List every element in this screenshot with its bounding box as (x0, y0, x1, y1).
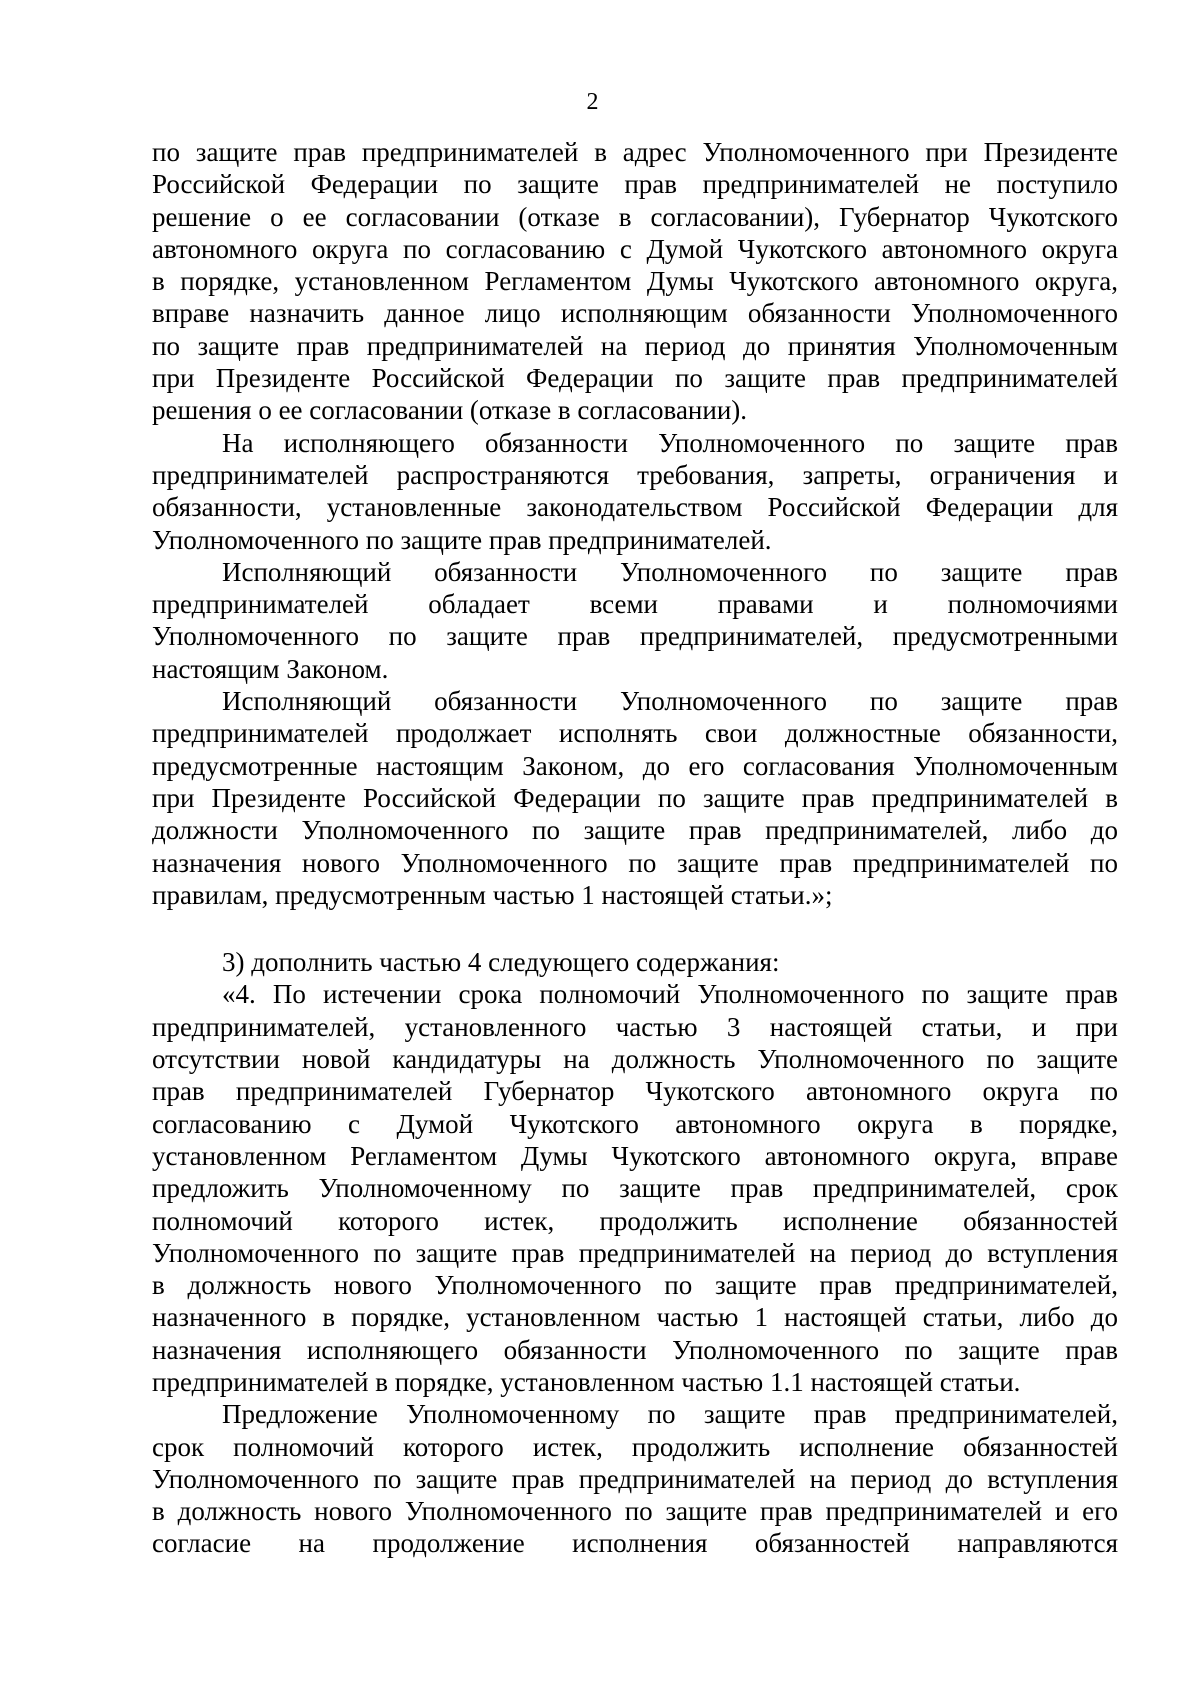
text-line: полномочий которого истек, продолжить исполнение обязанностей (152, 1205, 1118, 1236)
text-line: по защите прав предпринимателей в адрес Уполномоченного при Президенте (152, 137, 1118, 167)
text-line: установленном Регламентом Думы Чукотского автономного округа, вправе (152, 1140, 1118, 1171)
text-line: срок полномочий которого истек, продолжить исполнение обязанностей (152, 1431, 1118, 1462)
text-line: Исполняющий обязанности Уполномоченного по защите прав (222, 556, 1118, 587)
text-line: 3) дополнить частью 4 следующего содержания: (222, 947, 780, 978)
text-line: вправе назначить данное лицо исполняющим обязанности Уполномоченного (152, 298, 1118, 329)
text-line: в должность нового Уполномоченного по защите прав предпринимателей, (152, 1270, 1118, 1301)
document-body (152, 136, 1118, 1560)
text-line: согласованию с Думой Чукотского автономного округа в порядке, (152, 1108, 1118, 1139)
text-line: назначения нового Уполномоченного по защите прав предпринимателей по (152, 847, 1118, 878)
text-line: предпринимателей продолжает исполнять свои должностные обязанности, (152, 718, 1118, 749)
text-line: Уполномоченного по защите прав предпринимателей. (152, 524, 772, 555)
text-line: автономного округа по согласованию с Думой Чукотского автономного округа (152, 233, 1118, 264)
text-line: предпринимателей в порядке, установленном частью 1.1 настоящей статьи. (152, 1366, 1021, 1397)
page-number: 2 (586, 89, 599, 115)
text-line: предпринимателей, установленного частью 3 настоящей статьи, и при (152, 1011, 1118, 1042)
text-line: решение о ее согласовании (отказе в согласовании), Губернатор Чукотского (152, 201, 1118, 232)
paragraph (152, 427, 1118, 556)
paragraph (152, 1398, 1118, 1559)
text-line: предпринимателей обладает всеми правами и полномочиями (152, 589, 1118, 620)
text-line: предложить Уполномоченному по защите прав предпринимателей, срок (152, 1173, 1118, 1204)
text-line: обязанности, установленные законодательством Российской Федерации для (152, 492, 1118, 523)
text-line: при Президенте Российской Федерации по защите прав предпринимателей в (152, 782, 1118, 813)
text-line: Российской Федерации по защите прав предпринимателей не поступило (152, 169, 1118, 200)
text-line: Уполномоченного по защите прав предпринимателей, предусмотренными (152, 621, 1118, 652)
text-line: «4. По истечении срока полномочий Уполномоченного по защите прав (222, 979, 1118, 1010)
text-line: в должность нового Уполномоченного по защите прав предпринимателей и его (152, 1496, 1118, 1527)
text-line: На исполняющего обязанности Уполномоченного по защите прав (222, 427, 1118, 458)
text-line: Уполномоченного по защите прав предпринимателей на период до вступления (152, 1463, 1118, 1494)
amendment-item (152, 946, 1118, 978)
text-line: отсутствии новой кандидатуры на должность Уполномоченного по защите (152, 1044, 1118, 1075)
text-line: правилам, предусмотренным частью 1 настоящей статьи.»; (152, 879, 833, 910)
text-line: согласие на продолжение исполнения обязанностей направляются (152, 1528, 1118, 1559)
text-line: в порядке, установленном Регламентом Думы Чукотского автономного округа, (152, 266, 1118, 297)
text-line: назначенного в порядке, установленном частью 1 настоящей статьи, либо до (152, 1302, 1118, 1333)
text-line: предпринимателей распространяются требования, запреты, ограничения и (152, 459, 1118, 490)
text-line: по защите прав предпринимателей на период до принятия Уполномоченным (152, 330, 1118, 361)
text-line: предусмотренные настоящим Законом, до его согласования Уполномоченным (152, 750, 1118, 781)
text-line: Предложение Уполномоченному по защите прав предпринимателей, (222, 1399, 1118, 1430)
paragraph (152, 685, 1118, 911)
text-line: назначения исполняющего обязанности Уполномоченного по защите прав (152, 1334, 1118, 1365)
text-line: при Президенте Российской Федерации по защите прав предпринимателей (152, 363, 1118, 394)
text-line: прав предпринимателей Губернатор Чукотского автономного округа по (152, 1076, 1118, 1107)
paragraph-continuation (152, 136, 1118, 427)
text-line: решения о ее согласовании (отказе в согласовании). (152, 395, 748, 426)
text-line: Исполняющий обязанности Уполномоченного по защите прав (222, 686, 1118, 717)
paragraph-quoted (152, 978, 1118, 1398)
text-line: Уполномоченного по защите прав предпринимателей на период до вступления (152, 1237, 1118, 1268)
paragraph (152, 556, 1118, 685)
text-line: настоящим Законом. (152, 653, 389, 684)
text-line: должности Уполномоченного по защите прав предпринимателей, либо до (152, 815, 1118, 846)
